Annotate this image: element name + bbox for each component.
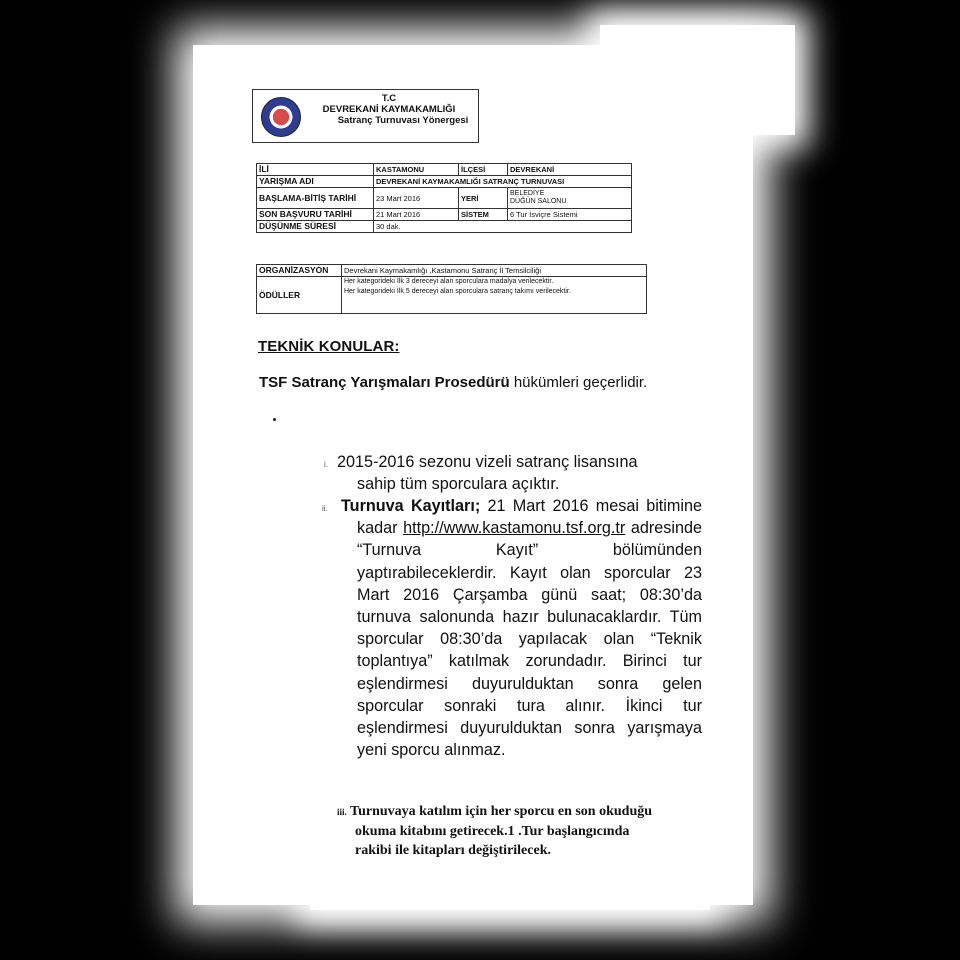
item2-lead: Turnuva Kayıtları; (341, 497, 481, 515)
odul-value (342, 277, 647, 314)
document-header-box (252, 89, 479, 143)
bullet-dot (273, 418, 276, 421)
item1-line1: 2015-2016 sezonu vizeli satranç lisansına (337, 453, 638, 471)
header-line-institution: DEVREKANİ KAYMAKAMLIĞI (322, 104, 456, 115)
table-row (257, 277, 647, 314)
yeri-value-line2: DÜĞÜN SALONU (510, 198, 567, 205)
item3-line1 (337, 802, 707, 822)
intro-bold: TSF Satranç Yarışmaları Prosedürü (259, 374, 510, 391)
registration-link[interactable]: http://www.kastamonu.tsf.org.tr (403, 519, 626, 538)
ilce-label: İLÇESİ (459, 164, 508, 176)
item3-line3: rakibi ile kitapları değiştirilecek. (355, 843, 551, 858)
header-line-subtitle: Satranç Turnuvası Yönergesi (337, 115, 469, 126)
item-marker-iii: iii. (337, 807, 347, 817)
tarih-value: 23 Mart 2016 (374, 188, 459, 209)
table-row (257, 164, 632, 176)
item-marker-i: i. (324, 460, 328, 469)
section-title: TEKNİK KONULAR: (258, 338, 400, 355)
table-row (257, 188, 632, 209)
odul-line-1: Her kategorideki İlk 3 dereceyi alan sporculara madalya verilecektir. (344, 278, 554, 285)
yeri-value (508, 188, 632, 209)
sure-value: 30 dak. (374, 221, 632, 233)
basvuru-value: 21 Mart 2016 (374, 209, 459, 221)
photo-highlight-bottom (310, 880, 710, 910)
intro-paragraph (259, 374, 647, 391)
ilce-value: DEVREKANİ (508, 164, 632, 176)
sistem-value: 6 Tur İsviçre Sistemi (508, 209, 632, 221)
table-row (257, 209, 632, 221)
official-seal-icon (261, 97, 301, 137)
item1-line2: sahip tüm sporculara açıktır. (357, 475, 560, 494)
yarisma-label: YARIŞMA ADI (257, 176, 374, 188)
table-row (257, 176, 632, 188)
item2-text2: adresinde “Turnuva Kayıt” bölümünden yaptırabileceklerdir. Kayıt olan sporcular 23 Mart 2016 Çarşamba günü saat; 08:30’da turnuva salonunda hazır bulunacaklardır. Tüm sporcular 08:30’da yapılacak olan “Teknik toplantıya” katılmak zorundadır. Birinci tur eşlendirmesi duyurulduktan sonra gelen sporcular sonraki tura alınır. İkinci tur eşlendirmesi duyurulduktan sonra yarışmaya yeni sporcu alınmaz. (357, 519, 702, 760)
il-value: KASTAMONU (374, 164, 459, 176)
yarisma-value: DEVREKANİ KAYMAKAMLIĞI SATRANÇ TURNUVASI (374, 176, 632, 188)
yeri-value-line1: BELEDİYE (510, 190, 545, 197)
odul-label: ÖDÜLLER (257, 277, 342, 314)
sure-label: DÜŞÜNME SÜRESİ (257, 221, 374, 233)
yeri-label: YERİ (459, 188, 508, 209)
il-label: İLİ (257, 164, 374, 176)
odul-line-2: Her kategorideki İlk 5 dereceyi alan sporculara satranç takımı verilecektir. (344, 288, 571, 295)
table-row (257, 221, 632, 233)
org-value: Devrekani Kaymakamlığı ,Kastamonu Satranç İl Temsilciliği (342, 265, 647, 277)
item-marker-ii: ii. (322, 504, 328, 513)
header-line-tc: T.C (381, 93, 397, 104)
organization-table (256, 264, 647, 314)
document-header-text (301, 93, 477, 126)
sistem-label: SİSTEM (459, 209, 508, 221)
basvuru-label: SON BAŞVURU TARİHİ (257, 209, 374, 221)
org-label: ORGANİZASYON (257, 265, 342, 277)
table-row (257, 265, 647, 277)
tarih-label: BAŞLAMA-BİTİŞ TARİHİ (257, 188, 374, 209)
tournament-info-table (256, 163, 632, 233)
list-item-registration (341, 495, 702, 761)
list-item-books (337, 802, 707, 860)
intro-rest: hükümleri geçerlidir. (509, 374, 648, 391)
item2-text1: 21 Mart 2016 mesai bitimine kadar (357, 497, 702, 538)
item3-line1-text: Turnuvaya katılım için her sporcu en son okuduğu (350, 804, 653, 819)
list-item-eligibility (337, 451, 702, 495)
item3-line2: okuma kitabını getirecek.1 .Tur başlangıcında (355, 824, 630, 839)
